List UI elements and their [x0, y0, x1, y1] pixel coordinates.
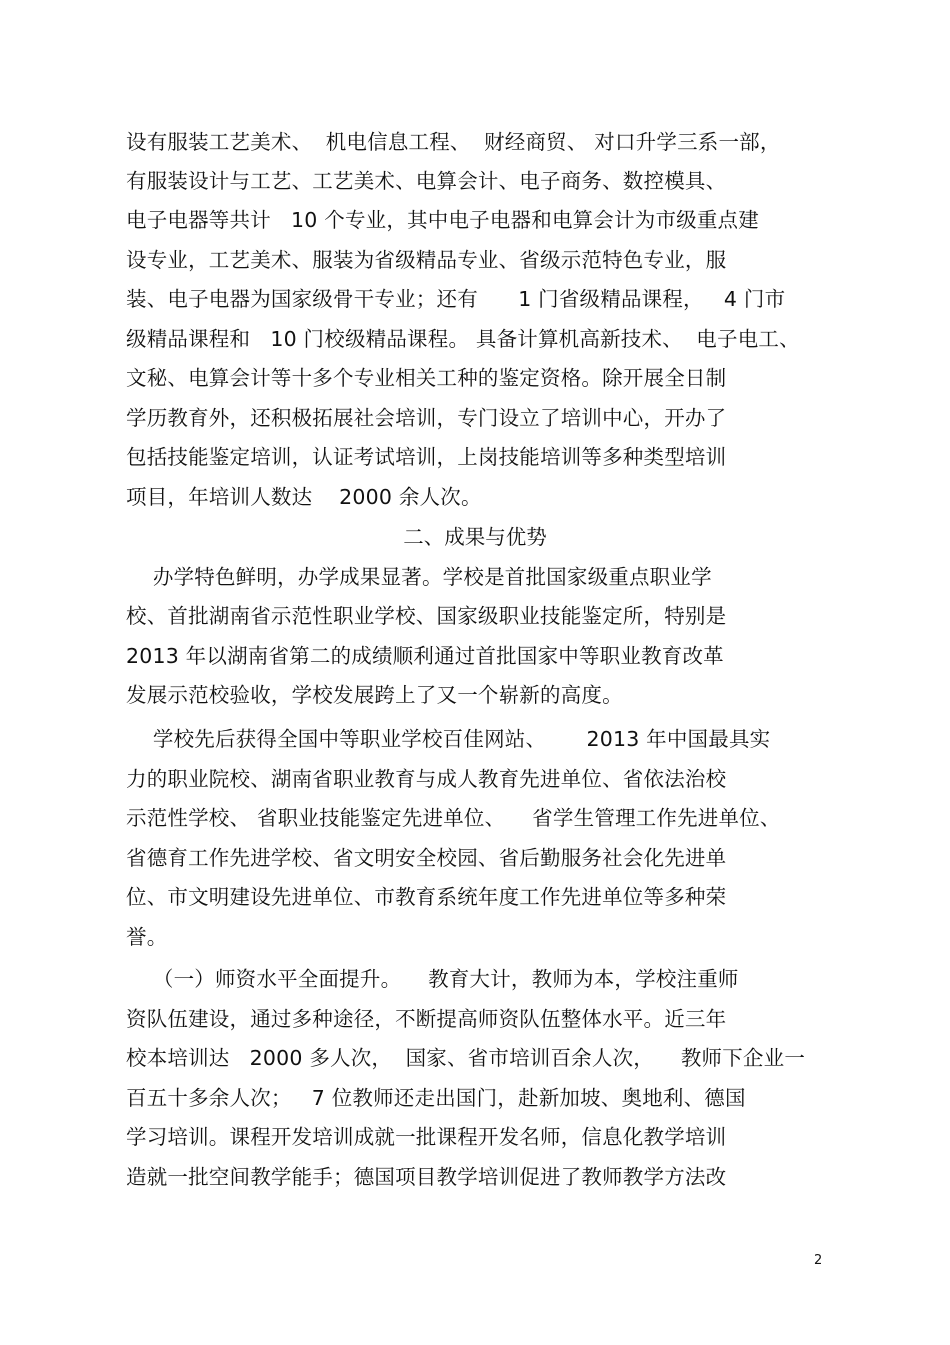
- text-line: 百五十多余人次； 7 位教师还走出国门，赴新加坡、奥地利、德国: [126, 1086, 746, 1110]
- text-line: 力的职业院校、湖南省职业教育与成人教育先进单位、省依法治校: [126, 767, 727, 791]
- text-line: 誉。: [126, 925, 168, 949]
- text-line: 学校先后获得全国中等职业学校百佳网站、 2013 年中国最具实: [126, 727, 771, 751]
- text-line: 发展示范校验收，学校发展跨上了又一个崭新的高度。: [126, 683, 623, 707]
- text-line: 级精品课程和 10 门校级精品课程。 具备计算机高新技术、 电子电工、: [126, 327, 800, 351]
- text-line: 设有服装工艺美术、 机电信息工程、 财经商贸、 对口升学三系一部，: [126, 130, 781, 154]
- text-line: 有服装设计与工艺、工艺美术、电算会计、电子商务、数控模具、: [126, 169, 727, 193]
- text-line: 电子电器等共计 10 个专业，其中电子电器和电算会计为市级重点建: [126, 208, 759, 232]
- text-line: 示范性学校、 省职业技能鉴定先进单位、 省学生管理工作先进单位、: [126, 806, 781, 830]
- text-line: 资队伍建设，通过多种途径，不断提高师资队伍整体水平。近三年: [126, 1007, 727, 1031]
- text-line: 省德育工作先进学校、省文明安全校园、省后勤服务社会化先进单: [126, 846, 727, 870]
- text-line: 学历教育外，还积极拓展社会培训，专门设立了培训中心，开办了: [126, 406, 727, 430]
- text-line: （一）师资水平全面提升。 教育大计，教师为本，学校注重师: [126, 967, 739, 991]
- text-line: 校本培训达 2000 多人次， 国家、省市培训百余人次， 教师下企业一: [126, 1046, 806, 1070]
- text-line: 2013 年以湖南省第二的成绩顺利通过首批国家中等职业教育改革: [126, 644, 724, 668]
- text-line: 位、市文明建设先进单位、市教育系统年度工作先进单位等多种荣: [126, 885, 727, 909]
- text-line: 装、电子电器为国家级骨干专业；还有 1 门省级精品课程， 4 门市: [126, 287, 786, 311]
- text-line: 学习培训。课程开发培训成就一批课程开发名师，信息化教学培训: [126, 1125, 727, 1149]
- text-line: 项目，年培训人数达 2000 余人次。: [126, 485, 482, 509]
- text-line: 校、首批湖南省示范性职业学校、国家级职业技能鉴定所，特别是: [126, 604, 727, 628]
- section-heading: 二、成果与优势: [403, 525, 547, 549]
- page-number: 2: [814, 1253, 823, 1268]
- text-line: 文秘、电算会计等十多个专业相关工种的鉴定资格。除开展全日制: [126, 366, 727, 390]
- text-line: 包括技能鉴定培训，认证考试培训，上岗技能培训等多种类型培训: [126, 445, 727, 469]
- text-line: 办学特色鲜明，办学成果显著。学校是首批国家级重点职业学: [126, 565, 712, 589]
- text-line: 造就一批空间教学能手；德国项目教学培训促进了教师教学方法改: [126, 1165, 727, 1189]
- text-line: 设专业，工艺美术、服装为省级精品专业、省级示范特色专业，服: [126, 248, 727, 272]
